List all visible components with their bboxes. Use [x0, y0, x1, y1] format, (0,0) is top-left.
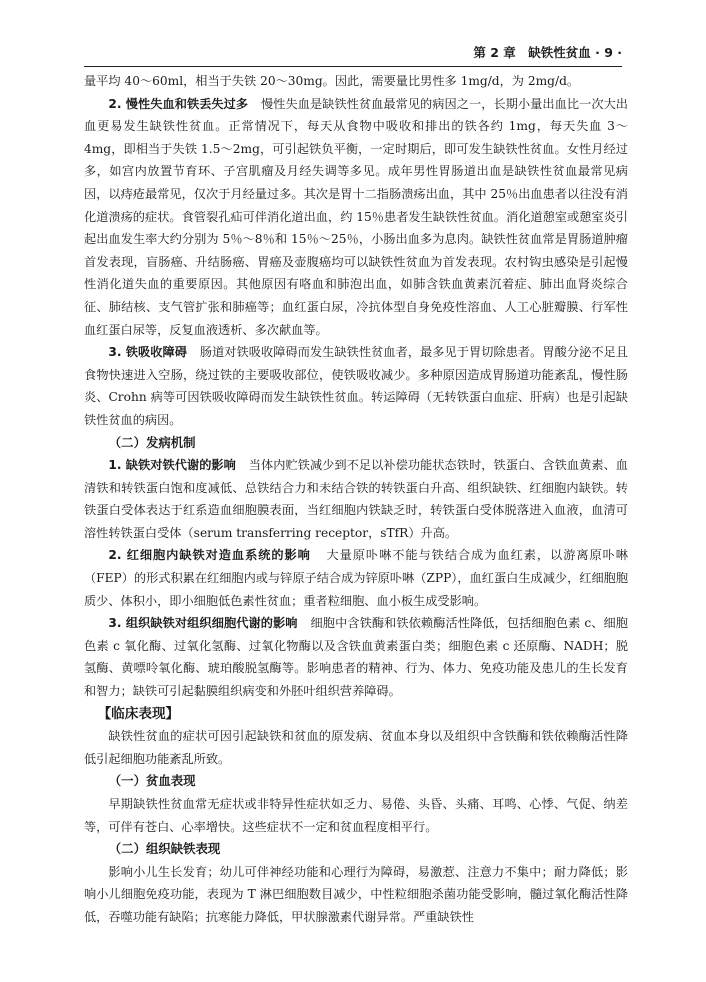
heading-clinical-manifestations: 【临床表现】 — [97, 705, 180, 722]
section-text-hematopoiesis: 大量原卟啉不能与铁结合成为血红素，以游离原卟啉（FEP）的形式积累在红细胞内或与锌原子结合成为锌原卟啉（ZPP），血红蛋白生成减少，红细胞胞质少、体积小，即小细胞低色素性贫血；重者粒细胞、血小板生成受影响。 — [84, 548, 629, 608]
running-header — [84, 40, 622, 67]
paragraph-continued: 量平均 40～60ml，相当于失铁 20～30mg。因此，需要量比男性多 1mg/d，为 2mg/d。 — [84, 74, 580, 88]
paragraph-tissue-iron-deficiency: 影响小儿生长发育；幼儿可伴神经功能和心理行为障碍，易激惹、注意力不集中；耐力降低；影响小儿细胞免疫功能，表现为 T 淋巴细胞数目减少，中性粒细胞杀菌功能受影响，髓过氧化酶活性降低，吞噬功能有缺陷；抗寒能力降低，甲状腺激素代谢异常。严重缺铁性 — [84, 864, 628, 924]
heading-anemia-manifestations: （一）贫血表现 — [108, 773, 196, 789]
section-text-chronic-blood-loss: 慢性失血是缺铁性贫血最常见的病因之一，长期小量出血比一次大出血更易发生缺铁性贫血。正常情况下，每天从食物中吸收和排出的铁各约 1mg，每天失血 3～4mg，即相当于失铁 1.5～2mg，可引起铁负平衡，一定时期后，即可发生缺铁性贫血。女性月经过多，如宫内放置节育环、子宫肌瘤及月经失调等多见。成年男性胃肠道出血是缺铁性贫血最常见病因，以痔疮最常见，仅次于月经量过多。其次是胃十二指肠溃疡出血，其中 25％出血患者以往没有消化道溃疡的症状。食管裂孔疝可伴消化道出血，约 15％患者发生缺铁性贫血。消化道憩室或憩室炎引起出血发生率大约分别为 5％～8％和 15％～25％，小肠出血多为息肉。缺铁性贫血常是胃肠道肿瘤首发表现，盲肠癌、升结肠癌、胃癌及壶腹癌均可以缺铁性贫血为首发表现。农村钩虫感染是引起慢性消化道失血的重要原因。其他原因有咯血和肺泡出血，如肺含铁血黄素沉着症、肺出血肾炎综合征、肺结核、支气管扩张和肺癌等；血红蛋白尿，冷抗体型自身免疫性溶血、人工心脏瓣膜、行军性血红蛋白尿等，反复血液透析、多次献血等。 — [84, 96, 628, 337]
heading-tissue-iron-deficiency: （二）组织缺铁表现 — [108, 841, 221, 857]
section-lead-tissue-metabolism: 3. 组织缺铁对组织细胞代谢的影响 — [108, 616, 298, 631]
paragraph-iron-absorption — [84, 341, 628, 431]
paragraph-iron-metabolism — [84, 454, 628, 544]
paragraph-hematopoiesis — [84, 544, 628, 612]
section-lead-iron-absorption: 3. 铁吸收障碍 — [108, 345, 187, 360]
heading-pathogenesis: （二）发病机制 — [108, 434, 196, 450]
paragraph-anemia-manifestations: 早期缺铁性贫血常无症状或非特异性症状如乏力、易倦、头昏、头痛、耳鸣、心悸、气促、纳差等，可伴有苍白、心率增快。这些症状不一定和贫血程度相平行。 — [84, 797, 628, 834]
paragraph-clinical-intro: 缺铁性贫血的症状可因引起缺铁和贫血的原发病、贫血本身以及组织中含铁酶和铁依赖酶活性降低引起细胞功能紊乱所致。 — [84, 729, 628, 766]
section-lead-chronic-blood-loss: 2. 慢性失血和铁丢失过多 — [108, 96, 249, 111]
paragraph-chronic-blood-loss — [84, 93, 628, 342]
running-header-text: 第 2 章 缺铁性贫血 · 9 · — [473, 45, 622, 60]
section-lead-iron-metabolism: 1. 缺铁对铁代谢的影响 — [108, 458, 236, 473]
section-text-tissue-metabolism: 细胞中含铁酶和铁依赖酶活性降低，包括细胞色素 c、细胞色素 c 氧化酶、过氧化氢酶、过氧化物酶以及含铁血黄素蛋白类；细胞色素 c 还原酶、NADH；脱氢酶、黄嘌呤氧化酶、琥珀酸脱氢酶等。影响患者的精神、行为、体力、免疫功能及患儿的生长发育和智力；缺铁可引起黏膜组织病变和外胚叶组织营养障碍。 — [84, 616, 628, 699]
page-body — [84, 70, 628, 929]
section-text-iron-absorption: 肠道对铁吸收障碍而发生缺铁性贫血者，最多见于胃切除患者。胃酸分泌不足且食物快速进入空肠，绕过铁的主要吸收部位，使铁吸收减少。多种原因造成胃肠道功能紊乱，慢性肠炎、Crohn 病等可因铁吸收障碍而发生缺铁性贫血。转运障碍（无转铁蛋白血症、肝病）也是引起缺铁性贫血的病因。 — [84, 345, 628, 427]
section-text-iron-metabolism: 当体内贮铁减少到不足以补偿功能状态铁时，铁蛋白、含铁血黄素、血清铁和转铁蛋白饱和度减低、总铁结合力和未结合铁的转铁蛋白升高、组织缺铁、红细胞内缺铁。转铁蛋白受体表达于红系造血细胞膜表面，当红细胞内铁缺乏时，转铁蛋白受体脱落进入血液，血清可溶性转铁蛋白受体（serum transferring receptor，sTfR）升高。 — [84, 458, 628, 540]
section-lead-hematopoiesis: 2. 红细胞内缺铁对造血系统的影响 — [108, 548, 311, 563]
paragraph-tissue-metabolism — [84, 612, 628, 702]
